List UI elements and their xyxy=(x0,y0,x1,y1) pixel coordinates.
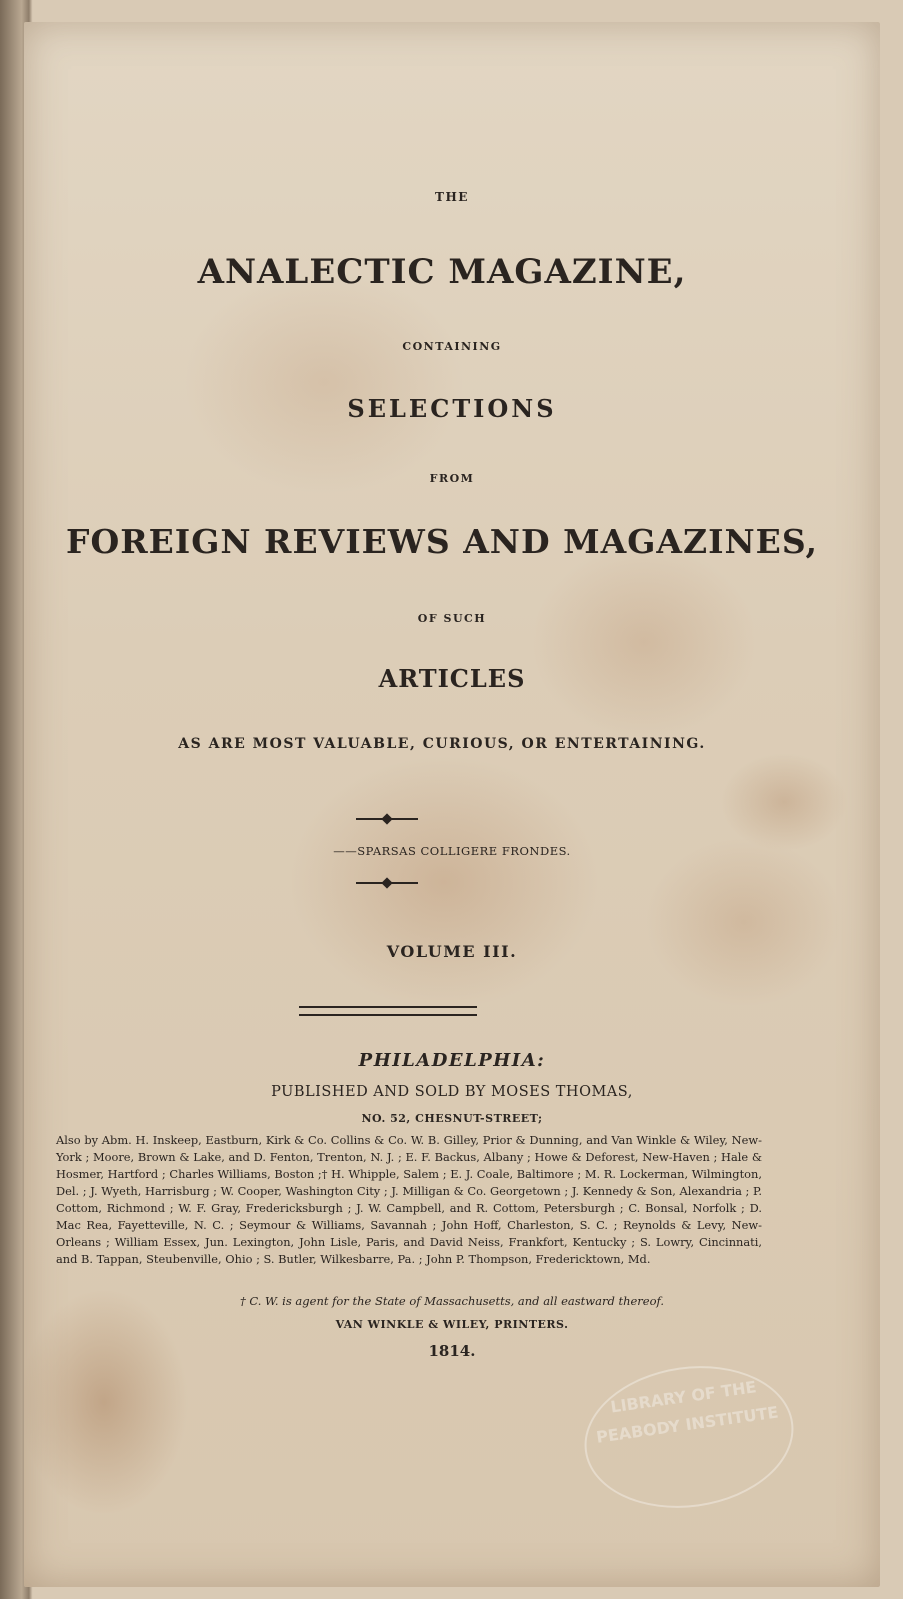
from-label: FROM xyxy=(429,472,475,485)
volume-label: VOLUME III. xyxy=(386,942,518,961)
printers-line: VAN WINKLE & WILEY, PRINTERS. xyxy=(335,1318,569,1331)
year-label: 1814. xyxy=(428,1342,476,1360)
double-rule xyxy=(299,1006,477,1016)
containing-label: CONTAINING xyxy=(402,340,502,353)
booksellers-list: Also by Abm. H. Inskeep, Eastburn, Kirk & Co. Collins & Co. W. B. Gilley, Prior & Dunning, and Van Winkle & Wiley, New-York ; Moore, Brown & Lake, and D. Fenton, Trenton, N. J. ; E. F. Backus, Albany ; Howe & Deforest, New-Haven ; Hale & Hosmer, Hartford ; Charles Williams, Boston ;† H. Whipple, Salem ; E. J. Coale, Baltimore ; M. R. Lockerman, Wilmington, Del. ; J. Wyeth, Harrisburg ; W. Cooper, Washington City ; J. Milligan & Co. Georgetown ; J. Kennedy & Son, Alexandria ; P. Cottom, Richmond ; W. F. Gray, Fredericksburgh ; J. W. Campbell, and R. Cottom, Petersburgh ; C. Bonsal, Norfolk ; D. Mac Rea, Fayetteville, N. C. ; Seymour & Williams, Savannah ; John Hoff, Charleston, S. C. ; Reynolds & Levy, New-Orleans ; William Essex, Jun. Lexington, John Lisle, Paris, and David Neiss, Frankfort, Kentucky ; S. Lowry, Cincinnati, and B. Tappan, Steubenville, Ohio ; S. Butler, Wilkesbarre, Pa. ; John P. Thompson, Fredericktown, Md. xyxy=(56,1133,762,1266)
motto-line: ——SPARSAS COLLIGERE FRONDES. xyxy=(333,844,571,858)
of-such-label: OF SUCH xyxy=(417,612,487,625)
selections-heading: SELECTIONS xyxy=(347,394,557,423)
ornamental-rule-top xyxy=(356,818,418,820)
title-page xyxy=(24,22,880,1587)
library-stamp-text: LIBRARY OF THE PEABODY INSTITUTE xyxy=(595,1377,780,1447)
magazine-title: ANALECTIC MAGAZINE, xyxy=(197,252,687,292)
the-label: THE xyxy=(435,190,469,204)
city-label: PHILADELPHIA: xyxy=(358,1050,546,1071)
library-stamp xyxy=(575,1353,802,1521)
subtitle-line: AS ARE MOST VALUABLE, CURIOUS, OR ENTERTAINING. xyxy=(178,736,706,752)
agent-note: † C. W. is agent for the State of Massachusetts, and all eastward thereof. xyxy=(239,1294,665,1308)
foreign-reviews-heading: FOREIGN REVIEWS AND MAGAZINES, xyxy=(66,522,818,561)
address-line: NO. 52, CHESNUT-STREET; xyxy=(361,1112,543,1125)
ornamental-rule-bottom xyxy=(356,882,418,884)
articles-heading: ARTICLES xyxy=(378,664,526,693)
publisher-line: PUBLISHED AND SOLD BY MOSES THOMAS, xyxy=(271,1084,633,1100)
